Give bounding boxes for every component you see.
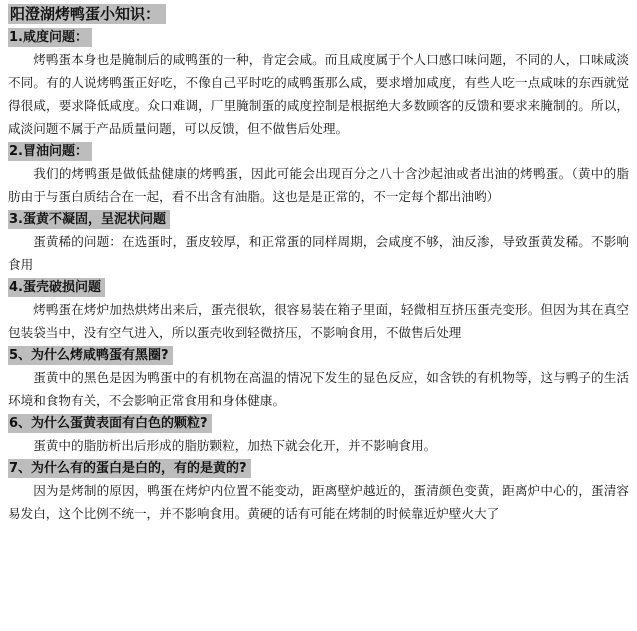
- section-broken-shell: [8, 276, 629, 344]
- section-egg-white-color: [8, 457, 629, 525]
- section-heading: 3.蛋黄不凝固，呈泥状问题: [8, 210, 170, 229]
- section-heading: 2.冒油问题：: [8, 142, 92, 161]
- section-heading: 6、为什么蛋黄表面有白色的颗粒?: [8, 414, 212, 433]
- section-runny-yolk: [8, 208, 629, 276]
- section-black-ring: [8, 344, 629, 412]
- section-heading: 7、为什么有的蛋白是白的，有的是黄的?: [8, 459, 251, 478]
- section-body: 我们的烤鸭蛋是做低盐健康的烤鸭蛋，因此可能会出现百分之八十含沙起油或者出油的烤鸭蛋。（黄中的脂肪由于与蛋白质结合在一起，看不出含有油脂。这也是是正常的，不一定每个都出油哟）: [8, 166, 629, 204]
- section-body: 因为是烤制的原因，鸭蛋在烤炉内位置不能变动，距离壁炉越近的，蛋清颜色变黄，距离炉中心的，蛋清容易发白，这个比例不统一，并不影响食用。黄硬的话有可能在烤制的时候靠近炉壁火大了: [8, 483, 629, 521]
- section-heading: 5、为什么烤咸鸭蛋有黑圈?: [8, 346, 173, 365]
- section-heading: 4.蛋壳破损问题: [8, 278, 105, 297]
- document-title: 阳澄湖烤鸭蛋小知识：: [8, 4, 166, 24]
- section-body: 烤鸭蛋在烤炉加热烘烤出来后，蛋壳很软，很容易装在箱子里面，轻微相互挤压蛋壳变形。但因为其在真空包装袋当中，没有空气进入，所以蛋壳收到轻微挤压，不影响食用，不做售后处理: [8, 302, 629, 340]
- section-body: 蛋黄稀的问题：在选蛋时，蛋皮较厚，和正常蛋的同样周期，会咸度不够，油反渗，导致蛋黄发稀。不影响食用: [8, 234, 629, 272]
- section-oil: [8, 140, 629, 208]
- section-saltiness: [8, 26, 629, 140]
- section-heading: 1.咸度问题：: [8, 28, 92, 47]
- section-body: 烤鸭蛋本身也是腌制后的咸鸭蛋的一种，肯定会咸。而且咸度属于个人口感口味问题，不同的人，口味咸淡不同。有的人说烤鸭蛋正好吃，不像自己平时吃的咸鸭蛋那么咸，要求增加咸度，有些人吃一点咸味的东西就觉得很咸，要求降低咸度。众口难调，厂里腌制蛋的咸度控制是根据绝大多数顾客的反馈和要求来腌制的。所以，咸淡问题不属于产品质量问题，可以反馈，但不做售后处理。: [8, 52, 629, 136]
- section-body: 蛋黄中的脂肪析出后形成的脂肪颗粒，加热下就会化开，并不影响食用。: [33, 438, 437, 453]
- section-body: 蛋黄中的黑色是因为鸭蛋中的有机物在高温的情况下发生的显色反应，如含铁的有机物等，这与鸭子的生活环境和食物有关，不会影响正常食用和身体健康。: [8, 370, 629, 408]
- section-white-particles: [8, 412, 629, 457]
